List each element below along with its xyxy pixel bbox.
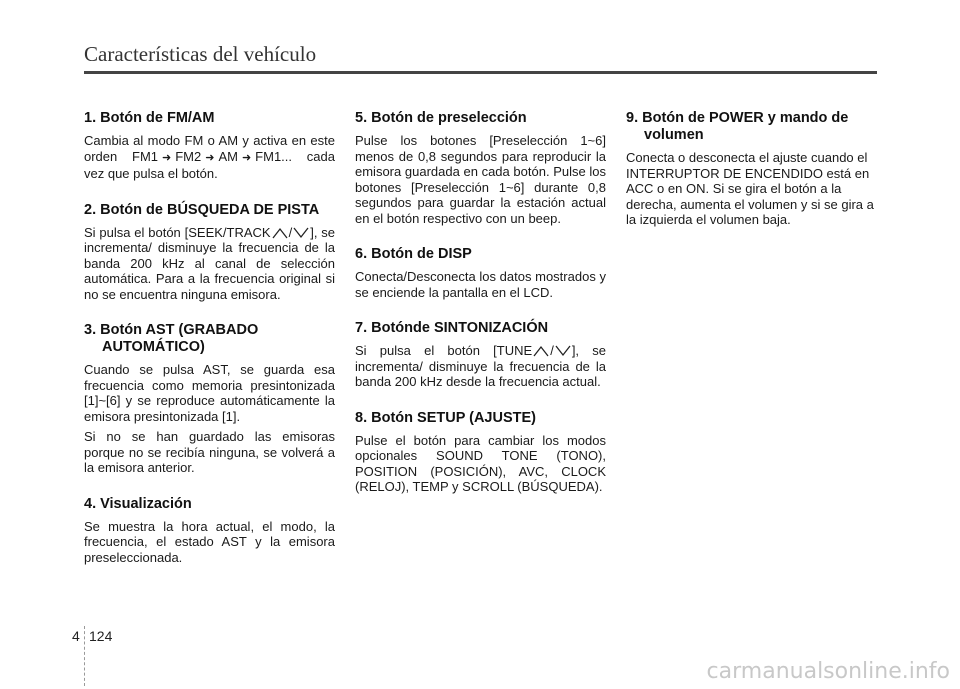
header-rule xyxy=(84,71,877,74)
arrow-right-icon: ➜ xyxy=(241,151,252,164)
chevron-down-icon xyxy=(554,345,572,357)
column-3 xyxy=(626,110,877,233)
section-8-title: 8. Botón SETUP (AJUSTE) xyxy=(355,409,536,426)
section-2-text: Si pulsa el botón [SEEK/TRACK / ], se incrementa/ disminuye la frecuencia de la banda 200 kHz al canal de selección automática. Para a la frecuencia original si no se encuentra ninguna emisora. xyxy=(84,224,335,302)
section-4-title: 4. Visualización xyxy=(84,495,192,512)
section-6-title: 6. Botón de DISP xyxy=(355,246,472,262)
arrow-right-icon: ➜ xyxy=(162,151,172,164)
section-2-title: 2. Botón de BÚSQUEDA DE PISTA xyxy=(84,201,320,218)
footer-rule xyxy=(84,626,85,686)
page-number: 124 xyxy=(89,628,113,644)
section-5-title: 5. Botón de preselección xyxy=(355,110,527,126)
section-7-text: Si pulsa el botón [TUNE / ], se incrementa/ disminuye la frecuencia de la banda 200 kHz desde la frecuencia actual. xyxy=(355,343,606,389)
column-1 xyxy=(84,110,335,570)
chevron-up-icon xyxy=(532,345,550,357)
section-4-text: Se muestra la hora actual, el modo, la frecuencia, el estado AST y la emisora preseleccionada. xyxy=(84,518,335,565)
section-1-text: Cambia al modo FM o AM y activa en este orden FM1 ➜ FM2 ➜ AM ➜ FM1... cada vez que pulsa el botón. xyxy=(84,133,335,181)
section-7-title: 7. Botónde SINTONIZACIÓN xyxy=(355,320,549,336)
arrow-right-icon: ➜ xyxy=(205,151,215,164)
watermark: carmanualsonline.info xyxy=(706,659,950,684)
section-1-title: 1. Botón de FM/AM xyxy=(84,110,215,126)
page-header-title: Características del vehículo xyxy=(84,42,317,66)
section-9-title: 9. Botón de POWER y mando de volumen xyxy=(626,110,849,143)
section-5-text: Pulse los botones [Preselección 1~6] menos de 0,8 segundos para reproducir la emisora guardada en cada botón. Pulse los botones [Preselección 1~6] durante 0,8 segundos para guardar la estación actual en el botón respectivo con un beep. xyxy=(355,133,606,226)
chevron-up-icon xyxy=(271,227,289,239)
section-8-text: Pulse el botón para cambiar los modos opcionales SOUND TONE (TONO), POSITION (POSICIÓN), AVC, CLOCK (RELOJ), TEMP y SCROLL (BÚSQUEDA). xyxy=(355,432,606,494)
section-3-title: 3. Botón AST (GRABADO AUTOMÁTICO) xyxy=(84,322,259,355)
chapter-number: 4 xyxy=(72,628,80,644)
section-6-text: Conecta/Desconecta los datos mostrados y se enciende la pantalla en el LCD. xyxy=(355,269,606,300)
section-3-text-1: Cuando se pulsa AST, se guarda esa frecuencia como memoria presintonizada [1]~[6] y se reproduce automáticamente la emisora presintonizada [1]. xyxy=(84,362,335,424)
section-9-text: Conecta o desconecta el ajuste cuando el INTERRUPTOR DE ENCENDIDO está en ACC o en ON. Si se gira el botón a la derecha, aumenta el volumen y si se gira a la izquierda el volumen baja. xyxy=(626,150,874,227)
column-2 xyxy=(355,110,606,500)
section-3-text-2: Si no se han guardado las emisoras porque no se recibía ninguna, se volverá a la emisora anterior. xyxy=(84,429,335,475)
chevron-down-icon xyxy=(292,227,310,239)
